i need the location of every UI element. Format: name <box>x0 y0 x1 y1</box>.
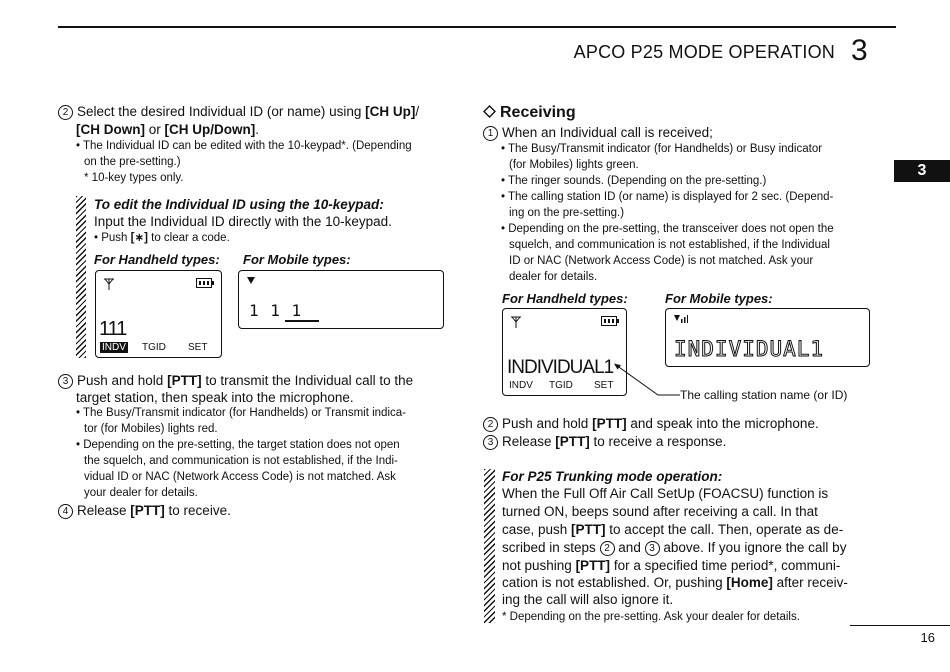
antenna-icon <box>103 277 115 291</box>
footer-rule <box>850 625 950 626</box>
antenna-icon <box>247 277 255 285</box>
handheld-display-receiving <box>502 308 627 396</box>
step-ref-2: 2 <box>600 541 615 556</box>
left-step3-line1: 3 Push and hold [PTT] to transmit the Individual call to the <box>58 372 413 389</box>
trunk-heading: For P25 Trunking mode operation: <box>502 469 723 484</box>
trunk-line4: scribed in steps 2 and 3 above. If you ignore the call by <box>502 540 847 555</box>
right-mobile-label: For Mobile types: <box>665 291 773 306</box>
right-step3: 3 Release [PTT] to receive a response. <box>483 433 726 450</box>
indv-indicator: INDV <box>509 380 533 391</box>
left-step2-line1: 2 Select the desired Individual ID (or name) using [CH Up]/ <box>58 103 419 120</box>
mobile-display-receiving <box>665 308 870 367</box>
header-rule <box>58 26 896 28</box>
trunk-line7: ing the call will also ignore it. <box>502 592 674 607</box>
left-step3-line2: target station, then speak into the microphone. <box>76 390 354 405</box>
tip-mobile-label: For Mobile types: <box>243 252 351 267</box>
mobile-display <box>238 270 444 329</box>
left-step2-bullet-cont: on the pre-setting.) <box>84 156 181 168</box>
step-number: 3 <box>483 435 498 450</box>
right-step1-bullet1: • The Busy/Transmit indicator (for Handhelds) or Busy indicator <box>501 143 823 155</box>
callout-arrow <box>612 362 682 398</box>
step-number: 3 <box>58 374 73 389</box>
handheld-id-value: 111 <box>99 318 127 340</box>
step-number: 2 <box>58 105 73 120</box>
receiving-heading: Receiving <box>483 104 576 122</box>
chapter-tab: 3 <box>894 160 950 182</box>
right-step1-bullet4-cont: ID or NAC (Network Access Code) is not matched. Ask your <box>509 255 814 267</box>
tip-heading: To edit the Individual ID using the 10-keypad: <box>94 197 384 212</box>
left-step3-bullet1: • The Busy/Transmit indicator (for Handhelds) or Transmit indica- <box>76 407 406 419</box>
mobile-caller-name: INDIVIDUAL1 <box>674 337 825 361</box>
right-step1-bullet1-cont: (for Mobiles) lights green. <box>509 159 639 171</box>
right-step1-bullet4-cont: dealer for details. <box>509 271 598 283</box>
trunk-line6: cation is not established. Or, pushing [Home] after receiv- <box>502 575 848 590</box>
right-step1-bullet4: • Depending on the pre-setting, the transceiver does not open the <box>501 223 834 235</box>
left-step3-bullet2-cont: the squelch, and communication is not established, if the Indi- <box>84 455 398 467</box>
tgid-indicator: TGID <box>142 342 166 353</box>
left-step3-bullet2: • Depending on the pre-setting, the target station does not open <box>76 439 400 451</box>
left-step3-bullet2-cont: your dealer for details. <box>84 487 198 499</box>
left-step2-line2: [CH Down] or [CH Up/Down]. <box>76 122 259 137</box>
trunk-line1: When the Full Off Air Call SetUp (FOACSU) function is <box>502 486 829 501</box>
chapter-number: 3 <box>851 34 868 67</box>
right-handheld-label: For Handheld types: <box>502 291 628 306</box>
section-title: APCO P25 MODE OPERATION <box>573 42 835 62</box>
handheld-caller-name: INDIVIDUAL1 <box>507 357 614 378</box>
tip-hatch-bar <box>76 196 86 358</box>
step-ref-3: 3 <box>645 541 660 556</box>
page-number: 16 <box>920 630 935 645</box>
battery-icon <box>196 278 214 288</box>
step-number: 2 <box>483 417 498 432</box>
set-indicator: SET <box>594 380 614 391</box>
right-step1-bullet3-cont: ing on the pre-setting.) <box>509 207 625 219</box>
indv-indicator: INDV <box>102 342 126 353</box>
handheld-display <box>95 270 222 358</box>
diamond-icon <box>483 105 496 118</box>
trunk-hatch-bar <box>484 469 495 623</box>
right-step1-bullet2: • The ringer sounds. (Depending on the pre-setting.) <box>501 175 767 187</box>
right-step2: 2 Push and hold [PTT] and speak into the microphone. <box>483 415 819 432</box>
right-step1-bullet3: • The calling station ID (or name) is displayed for 2 sec. (Depend- <box>501 191 834 203</box>
antenna-icon <box>510 315 522 329</box>
battery-icon <box>601 316 619 326</box>
trunk-note: * Depending on the pre-setting. Ask your dealer for details. <box>502 611 800 623</box>
tip-handheld-label: For Handheld types: <box>94 252 220 267</box>
trunk-line3: case, push [PTT] to accept the call. Then, operate as de- <box>502 522 844 537</box>
left-step2-note: * 10-key types only. <box>84 172 184 184</box>
step-number: 1 <box>483 126 498 141</box>
left-step4: 4 Release [PTT] to receive. <box>58 502 231 519</box>
signal-icon <box>674 315 688 323</box>
left-step2-bullet: • The Individual ID can be edited with the 10-keypad*. (Depending <box>76 140 412 152</box>
left-step3-bullet2-cont: vidual ID or NAC (Network Access Code) is not matched. Ask <box>84 471 396 483</box>
trunk-line5: not pushing [PTT] for a specified time period*, communi- <box>502 558 841 573</box>
left-step3-bullet1-cont: tor (for Mobiles) lights red. <box>84 423 218 435</box>
callout-label: The calling station name (or ID) <box>680 388 848 402</box>
step-number: 4 <box>58 504 73 519</box>
set-indicator: SET <box>188 342 208 353</box>
tip-text: Input the Individual ID directly with the 10-keypad. <box>94 214 392 229</box>
cursor-underline <box>285 320 319 322</box>
tgid-indicator: TGID <box>549 380 573 391</box>
right-step1-bullet4-cont: squelch, and communication is not established, if the Individual <box>509 239 830 251</box>
tip-push-line: • Push [∗] to clear a code. <box>94 232 230 244</box>
trunk-line2: turned ON, beeps sound after receiving a call. In that <box>502 504 818 519</box>
right-step1-text: 1 When an Individual call is received; <box>483 124 713 141</box>
mobile-id-value: 1 1 1 <box>249 301 303 320</box>
